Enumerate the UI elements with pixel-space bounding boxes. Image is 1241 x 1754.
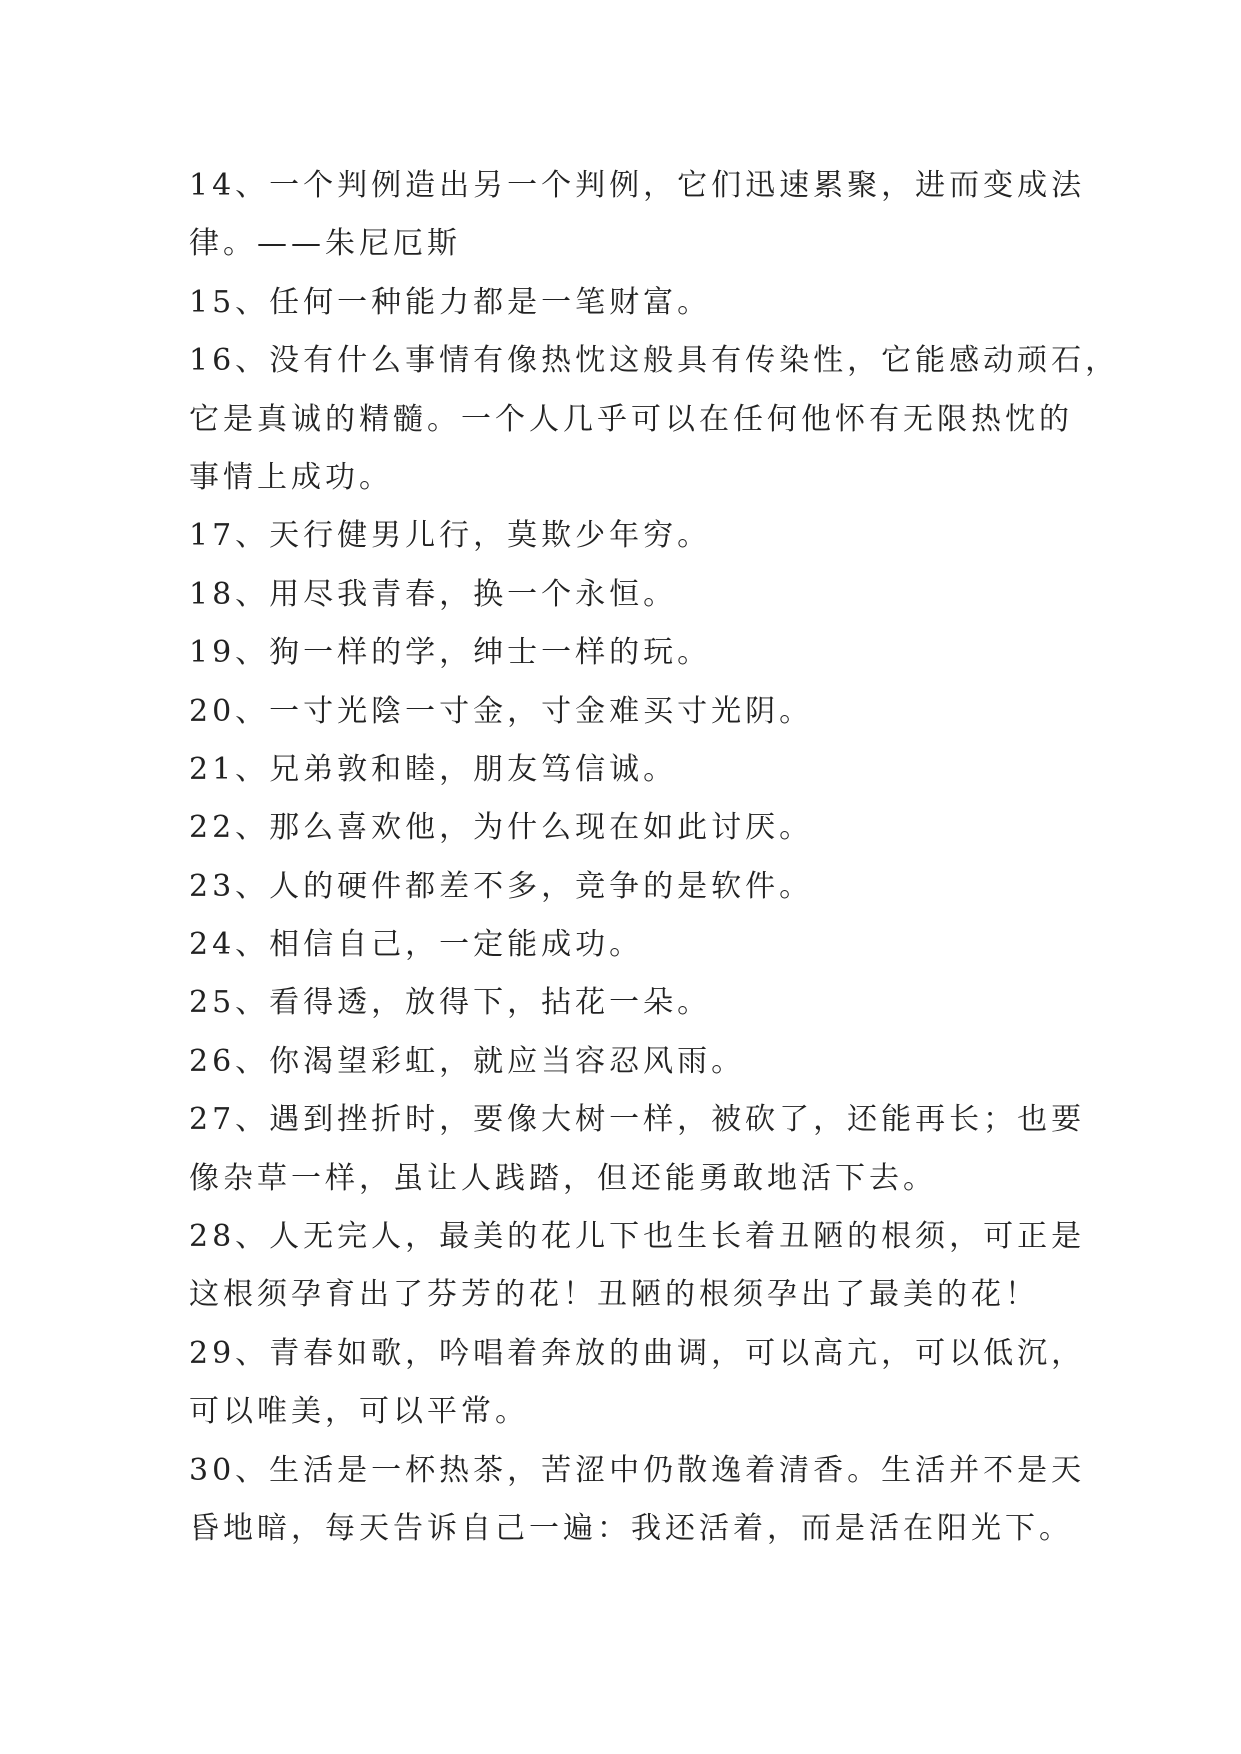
text-line: 18、用尽我青春，换一个永恒。 bbox=[189, 576, 678, 612]
text-line: 30、生活是一杯热茶，苦涩中仍散逸着清香。生活并不是天 bbox=[189, 1452, 1086, 1488]
text-line: 15、任何一种能力都是一笔财富。 bbox=[189, 284, 712, 320]
text-line: 24、相信自己，一定能成功。 bbox=[189, 927, 644, 963]
text-line: 14、一个判例造出另一个判例，它们迅速累聚，进而变成法 bbox=[189, 168, 1086, 203]
text-line: 像杂草一样，虽让人践踏，但还能勇敢地活下去。 bbox=[189, 1160, 937, 1196]
text-line: 昏地暗，每天告诉自己一遍：我还活着，而是活在阳光下。 bbox=[189, 1510, 1073, 1546]
text-line: 27、遇到挫折时，要像大树一样，被砍了，还能再长；也要 bbox=[189, 1102, 1086, 1138]
text-line: 23、人的硬件都差不多，竞争的是软件。 bbox=[189, 868, 814, 904]
text-line: 25、看得透，放得下，拈花一朵。 bbox=[189, 985, 712, 1021]
text-line: 28、人无完人，最美的花儿下也生长着丑陋的根须，可正是 bbox=[189, 1219, 1086, 1255]
text-line: 可以唯美，可以平常。 bbox=[189, 1394, 529, 1430]
text-line: 29、青春如歌，吟唱着奔放的曲调，可以高亢，可以低沉， bbox=[189, 1335, 1086, 1371]
text-line: 20、一寸光陰一寸金，寸金难买寸光阴。 bbox=[189, 693, 814, 729]
text-line: 17、天行健男儿行，莫欺少年穷。 bbox=[189, 518, 712, 554]
text-line: 16、没有什么事情有像热忱这般具有传染性，它能感动顽石， bbox=[189, 343, 1120, 379]
text-line: 26、你渴望彩虹，就应当容忍风雨。 bbox=[189, 1043, 746, 1079]
text-line: 22、那么喜欢他，为什么现在如此讨厌。 bbox=[189, 810, 814, 846]
text-line: 它是真诚的精髓。一个人几乎可以在任何他怀有无限热忱的 bbox=[189, 401, 1073, 437]
text-line: 律。——朱尼厄斯 bbox=[189, 226, 461, 262]
text-line: 这根须孕育出了芬芳的花！丑陋的根须孕出了最美的花！ bbox=[189, 1277, 1039, 1313]
text-line: 21、兄弟敦和睦，朋友笃信诚。 bbox=[189, 751, 678, 787]
document-body bbox=[189, 157, 1120, 1558]
text-line: 19、狗一样的学，绅士一样的玩。 bbox=[189, 635, 712, 671]
text-line: 事情上成功。 bbox=[189, 459, 393, 495]
